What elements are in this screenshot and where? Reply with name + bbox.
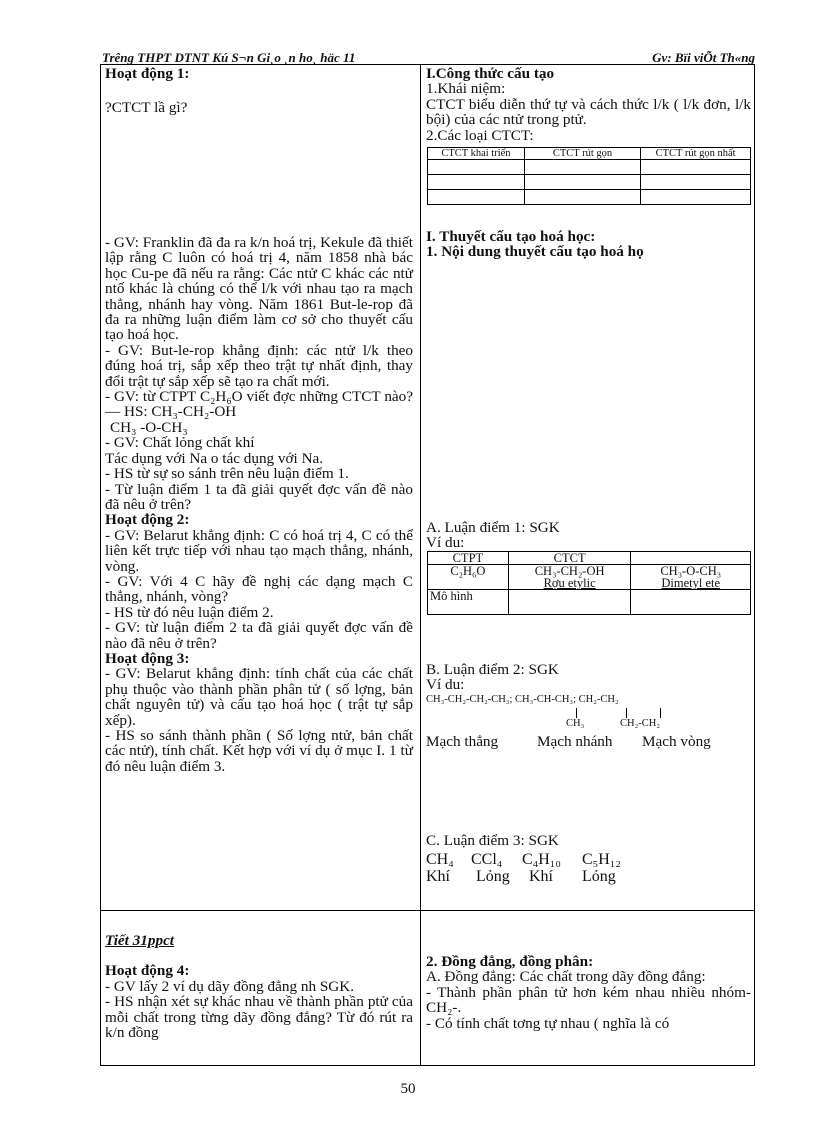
gv-paragraph: - GV: Franklin đã đa ra k/n hoá trị, Kekule đã thiết lập rằng C luôn có hoá trị 4, năm 1858 nhà bác học Cu-pe đã nếu ra rằng: Các ntử C khác các ntử ntố khác là chúng có thể l/k với nhau tạo ra mạch thẳng, nhánh hay vòng. Năm 1861 But-le-rop đã đa ra những luận điểm làm cơ sở cho thuyết cấu tạo hoá học.: [105, 234, 413, 344]
ring-bond-right: [660, 708, 661, 718]
hd1-question: ?CTCT lầ gì?: [105, 99, 188, 117]
vi-du-label: Ví du:: [426, 534, 465, 552]
table2-cell-sub: Dimetyl ete: [661, 576, 721, 590]
hd3-paragraph: - GV: Belarut khẳng định: tính chất của các chất phụ thuộc vào thành phần phân tử ( số lợng, bản chất nguyên tử) và cấu tạo hoá học ( trật tự sắp xếp).: [105, 665, 413, 729]
state: Khí: [529, 868, 553, 885]
section-3-line: - Thành phần phân tử hơn kém nhau nhiều nhóm-CH₂-.: [426, 983, 751, 1017]
hd2-paragraph: - HS từ đó nêu luận điểm 2.: [105, 603, 274, 621]
state: Lỏng: [476, 868, 510, 885]
table2-cell: C₂H₆O: [428, 565, 509, 590]
chain-label: Mạch vòng: [642, 733, 711, 750]
header-left: Trêng THPT DTNT Kú S¬n Gi¸o ¸n ho¸ häc 11: [102, 50, 356, 65]
section-1-definition: CTCT biểu diễn thứ tự và cách thức l/k ( l/k đơn, l/k bội) của các ntử trong ptử.: [426, 95, 751, 129]
ring-bottom: CH₂-CH₂: [620, 718, 660, 729]
hd2-paragraph: - GV: Belarut khẳng định: C có hoá trị 4, C có thể liên kết trực tiếp với nhau tạo mạch thẳng, nhánh, vòng.: [105, 526, 413, 575]
luan-diem-2-title: B. Luận điểm 2: SGK: [426, 661, 559, 678]
luan-diem-3: [426, 833, 751, 848]
table2-header: CTPT: [428, 552, 509, 565]
left-column-top: [105, 66, 413, 116]
section-2-1: 1. Nội dung thuyết cấu tạo hoá họ: [426, 243, 644, 261]
luan-diem-2: [426, 662, 751, 693]
page-number: 50: [400, 1081, 416, 1097]
table1-header: CTCT khai triển: [428, 148, 525, 160]
gv-paragraph: - GV: từ CTPT C₂H₆O viết đợc những CTCT nào? — HS: CH₃-CH₂-OH: [105, 388, 413, 421]
luan-diem-1-title: A. Luận điểm 1: SGK: [426, 519, 560, 536]
gv-paragraph: CH₃ -O-CH₃: [110, 418, 188, 436]
page-header: [100, 50, 755, 64]
left-column-bottom: [105, 933, 413, 1040]
chain-label: Mạch nhánh: [537, 733, 613, 750]
section-1-1: 1.Khái niệm:: [426, 80, 506, 98]
isomer-table: [427, 551, 751, 615]
table1-header: CTCT rút gọn: [524, 148, 640, 160]
branch-bond: [576, 708, 577, 718]
table2-header: CTCT: [508, 552, 631, 565]
hd2-title: Hoạt động 2:: [105, 511, 190, 529]
table2-cell-sub: Rợu etylic: [543, 576, 596, 590]
section-3-a: A. Đồng đẳng: Các chất trong dãy đồng đẳng:: [426, 968, 706, 986]
chain-formulas: CH₃-CH₂-CH₂-CH₃; CH₃-CH-CH₃; CH₂-CH₂: [426, 694, 619, 705]
right-section-2: [426, 229, 751, 260]
hd2-paragraph: - GV: Với 4 C hãy đề nghị các dạng mạch C thẳng, nhánh, vòng?: [105, 572, 413, 606]
right-section-3: [426, 954, 751, 1031]
section-3-title: 2. Đồng đẳng, đồng phân:: [426, 953, 594, 970]
section-3-line: - Có tính chất tơng tự nhau ( nghĩa là có: [426, 1014, 670, 1032]
hd4-paragraph: - GV lấy 2 ví dụ dãy đồng đẳng nh SGK.: [105, 977, 355, 995]
section-divider: [100, 910, 755, 911]
hd1-title: Hoạt động 1:: [105, 65, 190, 82]
table2-cell: CH₃-CH₂-OH: [534, 564, 605, 578]
hd4-title: Hoạt động 4:: [105, 962, 190, 980]
gv-paragraph: - Từ luận điểm 1 ta đã giải quyết đợc vấn đề nào đã nêu ở trên?: [105, 480, 413, 513]
section-1-title: I.Công thức cấu tạo: [426, 65, 555, 82]
formula: CH₄: [426, 851, 454, 868]
formula: C₅H₁₂: [582, 851, 621, 868]
gv-paragraph: - HS từ sự so sánh trên nêu luận điểm 1.: [105, 465, 349, 483]
left-column-body: [105, 235, 413, 774]
ring-bond-left: [626, 708, 627, 718]
hd4-paragraph: - HS nhận xét sự khác nhau về thành phần ptử của mỗi chất trong từng dãy đồng đẳng? Từ đó rút ra k/n đồng: [105, 993, 413, 1042]
table1-header: CTCT rút gọn nhất: [641, 148, 751, 160]
table2-header: [631, 552, 751, 565]
gv-paragraph: Tác dụng với Na o tác dụng với Na.: [105, 449, 324, 467]
column-divider: [420, 64, 421, 1066]
gv-paragraph: - GV: But-le-rop khẳng định: các ntử l/k theo đúng hoá trị, sắp xếp theo trật tự nhất định, thay đổi trật tự sắp xếp sẽ tạo ra chất mới.: [105, 341, 413, 390]
tiet-label: Tiết 31ppct: [105, 932, 175, 949]
formula: C₄H₁₀: [522, 851, 561, 868]
hd3-paragraph: - HS so sánh thành phần ( Số lợng ntử, bản chất các ntử), tính chất. Kết hợp với ví dụ ở mục I. 1 từ đó nêu luận điểm 3.: [105, 727, 413, 775]
right-column-top: [426, 66, 751, 143]
formula: CCl₄: [471, 851, 503, 868]
chain-label: Mạch thẳng: [426, 733, 499, 750]
section-1-2: 2.Các loại CTCT:: [426, 126, 534, 144]
table2-cell: Mô hình: [428, 590, 509, 615]
header-right: Gv: Bïi viÕt Th«ng: [652, 50, 755, 65]
hd3-title: Hoạt động 3:: [105, 649, 190, 667]
state: Lỏng: [582, 868, 616, 885]
luan-diem-1: [426, 520, 751, 551]
ctct-types-table: [427, 147, 751, 205]
luan-diem-3-title: C. Luận điểm 3: SGK: [426, 832, 559, 849]
table2-cell: CH₃-O-CH₃: [660, 564, 722, 578]
hd2-paragraph: - GV: từ luận điểm 2 ta đã giải quyết đợc vấn đề nào đã nêu ở trên?: [105, 619, 413, 652]
state: Khí: [426, 868, 450, 885]
branch-ch3: CH₃: [566, 718, 585, 729]
gv-paragraph: - GV: Chất lỏng chất khí: [105, 434, 255, 452]
vi-du-label: Ví du:: [426, 676, 465, 694]
section-2-title: I. Thuyết cấu tạo hoá học:: [426, 228, 596, 245]
